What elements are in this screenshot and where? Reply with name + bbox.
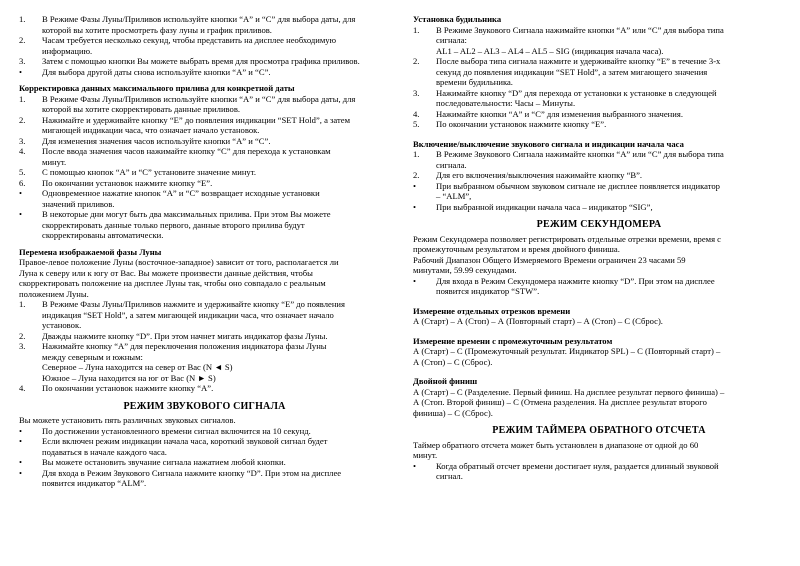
list-item-text: [436, 119, 785, 130]
list-item: [19, 468, 390, 489]
stopwatch-paragraph-2: [413, 255, 785, 276]
list-item-text: [42, 457, 390, 468]
text-line: Рабочий Диапазон Общего Измеряемого Времени ограничен 23 часами 59: [413, 254, 686, 265]
text-line: Нажимайте и удерживайте кнопку “Е” до появления индикации “SET Hold”, а затем: [42, 114, 351, 125]
text-line: В некоторые дни могут быть два максимальных прилива. При этом Вы можете: [42, 209, 331, 219]
number-marker: 5.: [413, 119, 420, 129]
list-item: [19, 331, 390, 342]
list-item-text: [42, 94, 390, 115]
text-line: Южное – Луна находится на юг от Вас (N ► S): [42, 372, 216, 383]
list-item: [19, 136, 390, 147]
list-item: [19, 14, 390, 35]
number-marker: 4.: [19, 146, 26, 156]
number-marker: 3.: [413, 87, 420, 98]
text-line: информацию.: [42, 45, 93, 56]
text-line: сигнала:: [436, 35, 467, 45]
moon-paragraph: [19, 257, 390, 299]
correction-list: [19, 94, 390, 241]
list-item-text: [42, 35, 390, 56]
list-item-text: [42, 67, 390, 78]
text-line: установок.: [42, 320, 82, 330]
list-item-text: [436, 109, 785, 120]
double-finish-heading: Двойной финиш: [413, 376, 478, 386]
list-item: [413, 109, 785, 120]
list-item-text: [436, 170, 785, 181]
text-line: Для входа в Режим Звукового Сигнала нажмите кнопку “D”. При этом на дисплее: [42, 467, 342, 478]
text-line: подаваться в начале каждого часа.: [42, 446, 167, 457]
list-item: [19, 35, 390, 56]
text-line: А (Старт) – С (Разделение. Первый финиш. На дисплее результат первого финиша) –: [413, 386, 725, 397]
list-item-text: [436, 149, 785, 170]
list-item-text: [42, 136, 390, 147]
text-line: – “ALM”,: [436, 191, 472, 201]
text-line: значений приливов.: [42, 198, 115, 209]
list-item: [19, 146, 390, 167]
double-finish-text: [413, 387, 785, 419]
sound-paragraph: [19, 415, 390, 426]
intervals-heading: Измерение отдельных отрезков времени: [413, 305, 571, 316]
list-item: [19, 67, 390, 78]
list-item-text: [42, 436, 390, 457]
text-line: А (Старт) – С (Промежуточный результат. Индикатор SPL) – С (Повторный старт) –: [413, 346, 721, 356]
alarm-heading: Установка будильника: [413, 14, 502, 24]
sound-mode-title: РЕЖИМ ЗВУКОВОГО СИГНАЛА: [123, 400, 286, 412]
bullet-marker: •: [19, 467, 23, 478]
right-column: [413, 14, 785, 482]
timer-paragraph: [413, 440, 785, 461]
list-item-text: [436, 88, 785, 109]
list-item: [19, 178, 390, 189]
text-line: Таймер обратного отсчета может быть установлен в диапазоне от одной до 60: [413, 439, 699, 450]
list-item-text: [42, 178, 390, 189]
list-item: [413, 119, 785, 130]
text-line: По окончании установок нажмите кнопку “А”.: [42, 383, 214, 393]
list-item: [413, 276, 785, 297]
text-line: Для входа в Режим Секундомера нажмите кнопку “D”. При этом на дисплее: [436, 275, 715, 286]
list-item: [19, 209, 390, 241]
text-line: По окончании установок нажмите кнопку “Е”.: [42, 177, 213, 188]
text-line: минут.: [413, 450, 438, 460]
moon-heading: Перемена изображаемой фазы Луны: [19, 246, 162, 257]
text-line: индикация “SET Hold”, а затем мигающей индикации часа, что означает начало: [42, 309, 334, 320]
text-line: которой вы хотите скорректировать данные приливов.: [42, 104, 241, 114]
number-marker: 2.: [413, 56, 420, 66]
text-line: положением Луны.: [19, 288, 89, 299]
text-line: мигающей индикации часа, что означает начало установок.: [42, 125, 260, 135]
text-line: которой вы хотите просмотреть фазу луны и график приливов.: [42, 24, 272, 35]
text-line: Часам требуется несколько секунд, чтобы представить на дисплее необходимую: [42, 35, 337, 45]
text-line: финиша) – С (Сброс).: [413, 407, 493, 418]
stopwatch-mode-title: РЕЖИМ СЕКУНДОМЕРА: [536, 219, 662, 230]
number-marker: 3.: [19, 341, 26, 351]
list-item: [413, 461, 785, 482]
text-line: Когда обратный отсчет времени достигает нуля, раздается длинный звуковой: [436, 460, 719, 471]
list-item-text: [436, 25, 785, 57]
text-line: При выбранной индикации начала часа – индикатор “SIG”,: [436, 201, 653, 212]
text-line: секунд до появления индикации “SET Hold”, а затем мигающего значения: [436, 66, 708, 77]
text-line: Для его включения/выключения нажимайте кнопку “В”.: [436, 170, 643, 180]
text-line: При выбранном обычном звуковом сигнале не дисплее появляется индикатор: [436, 180, 720, 191]
intervals-text: [413, 316, 785, 327]
intro-list: [19, 14, 390, 77]
toggle-list: [413, 149, 785, 212]
list-item: [413, 181, 785, 202]
number-marker: 2.: [19, 330, 26, 341]
bullet-marker: •: [413, 180, 417, 191]
text-line: Одновременное нажатие кнопок “А” и “С” возвращает исходные установки: [42, 188, 320, 198]
alarm-list: [413, 25, 785, 130]
timer-list: [413, 461, 785, 482]
text-line: минутами, 59.99 секундами.: [413, 265, 517, 275]
list-item-text: [42, 115, 390, 136]
list-item: [19, 299, 390, 331]
text-line: В Режиме Звукового Сигнала нажимайте кнопки “А” или “С” для выбора типа: [436, 149, 724, 159]
list-item-text: [436, 276, 785, 297]
list-item: [19, 457, 390, 468]
list-item-text: [42, 188, 390, 209]
bullet-marker: •: [413, 460, 417, 471]
list-item: [19, 341, 390, 383]
list-item-text: [42, 341, 390, 383]
text-line: последовательности: Часы – Минуты.: [436, 98, 576, 108]
list-item: [413, 88, 785, 109]
text-line: А (Стоп. Второй финиш) – С (Отмена разделения. На дисплее результат второго: [413, 397, 707, 407]
number-marker: 2.: [19, 35, 26, 45]
bullet-marker: •: [19, 425, 23, 436]
number-marker: 5.: [19, 167, 26, 177]
list-item: [413, 149, 785, 170]
number-marker: 1.: [413, 24, 420, 35]
list-item: [19, 94, 390, 115]
list-item: [19, 56, 390, 67]
list-item-text: [42, 468, 390, 489]
list-item: [19, 188, 390, 209]
list-item-text: [42, 299, 390, 331]
stopwatch-paragraph-1: [413, 234, 785, 255]
sound-list: [19, 426, 390, 489]
list-item-text: [42, 426, 390, 437]
list-item: [413, 202, 785, 213]
correction-heading: Корректировка данных максимального прилива для конкретной даты: [19, 83, 295, 93]
list-item: [413, 25, 785, 57]
text-line: скорректировать данные только первого, данные второго прилива будут: [42, 219, 305, 230]
text-line: А (Старт) – А (Стоп) – А (Повторный старт) – А (Стоп) – С (Сброс).: [413, 316, 663, 326]
stopwatch-list: [413, 276, 785, 297]
moon-list: [19, 299, 390, 394]
text-line: Вы можете установить пять различных звуковых сигналов.: [19, 415, 236, 425]
list-item: [19, 436, 390, 457]
split-text: [413, 346, 785, 367]
text-line: Правое-левое положение Луны (восточное-западное) зависит от того, располагается ли: [19, 257, 339, 267]
text-line: AL1 – AL2 – AL3 – AL4 – AL5 – SIG (индикация начала часа).: [436, 45, 664, 56]
text-line: Затем с помощью кнопки Вы можете выбрать время для просмотра графика приливов.: [42, 56, 360, 66]
text-line: В Режиме Фазы Луны/Приливов нажмите и удерживайте кнопку “Е” до появления: [42, 299, 345, 309]
bullet-marker: •: [19, 457, 23, 467]
text-line: Нажимайте кнопку “D” для перехода от установки к установке в следующей: [436, 87, 717, 98]
text-line: После ввода значения часов нажимайте кнопку “С” для перехода к установкам: [42, 146, 331, 156]
list-item-text: [436, 181, 785, 202]
list-item: [19, 383, 390, 394]
text-line: А (Стоп) – С (Сброс).: [413, 356, 493, 367]
list-item: [413, 56, 785, 88]
list-item: [413, 170, 785, 181]
bullet-marker: •: [19, 436, 23, 446]
text-line: В Режиме Фазы Луны/Приливов используйте кнопки “А” и “С” для выбора даты, для: [42, 93, 356, 104]
list-item: [19, 426, 390, 437]
text-line: сигнала.: [436, 159, 467, 170]
list-item-text: [42, 209, 390, 241]
text-line: промежуточным результатом и время двойного финиша.: [413, 244, 620, 254]
text-line: По окончании установок нажмите кнопку “Е”.: [436, 119, 607, 129]
left-column: [19, 14, 390, 489]
list-item-text: [42, 167, 390, 178]
text-line: После выбора типа сигнала нажмите и удерживайте кнопку “Е” в течение 3-х: [436, 56, 721, 66]
text-line: сигнал.: [436, 471, 463, 481]
number-marker: 3.: [19, 56, 26, 66]
list-item-text: [436, 56, 785, 88]
list-item: [19, 167, 390, 178]
text-line: В Режиме Звукового Сигнала нажимайте кнопки “А” или “С” для выбора типа: [436, 24, 724, 35]
number-marker: 4.: [19, 383, 26, 393]
text-line: между северным и южным:: [42, 351, 143, 362]
text-line: появится индикатор “STW”.: [436, 286, 540, 296]
text-line: Режим Секундомера позволяет регистрировать отдельные отрезки времени, время с: [413, 233, 721, 244]
text-line: скорректированы автоматически.: [42, 230, 164, 240]
text-line: Для выбора другой даты снова используйте кнопки “А” и “С”.: [42, 66, 271, 77]
list-item: [19, 115, 390, 136]
text-line: Вы можете остановить звучание сигнала нажатием любой кнопки.: [42, 457, 286, 467]
text-line: скорректировать положение на дисплее Луны так, чтобы оно совпадало с реальным: [19, 278, 326, 288]
text-line: Нажимайте кнопку “А” для переключения положения индикатора фазы Луны: [42, 341, 327, 351]
text-line: В Режиме Фазы Луны/Приливов используйте кнопки “А” и “С” для выбора даты, для: [42, 14, 356, 24]
bullet-marker: •: [19, 188, 23, 198]
text-line: Для изменения значения часов используйте кнопки “А” и “С”.: [42, 135, 271, 146]
text-line: появится индикатор “ALM”.: [42, 478, 147, 488]
list-item-text: [42, 56, 390, 67]
text-line: Луна к северу или к югу от Вас. Вы можете произвести данные действия, чтобы: [19, 267, 313, 278]
list-item-text: [42, 383, 390, 394]
number-marker: 1.: [19, 93, 26, 104]
text-line: Дважды нажмите кнопку “D”. При этом начнет мигать индикатор фазы Луны.: [42, 330, 328, 341]
number-marker: 1.: [19, 14, 26, 24]
text-line: С помощью кнопок “А” и “С” установите значение минут.: [42, 167, 256, 177]
list-item-text: [436, 461, 785, 482]
list-item-text: [436, 202, 785, 213]
bullet-marker: •: [413, 201, 417, 212]
split-heading: Измерение времени с промежуточным результатом: [413, 335, 613, 346]
number-marker: 3.: [19, 135, 26, 146]
list-item-text: [42, 146, 390, 167]
text-line: минут.: [42, 156, 67, 167]
text-line: Если включен режим индикации начала часа, короткий звуковой сигнал будет: [42, 436, 328, 446]
text-line: времени будильника.: [436, 77, 513, 87]
list-item-text: [42, 14, 390, 35]
timer-mode-title: РЕЖИМ ТАЙМЕРА ОБРАТНОГО ОТСЧЕТА: [492, 425, 706, 436]
bullet-marker: •: [19, 209, 23, 219]
number-marker: 4.: [413, 108, 420, 119]
number-marker: 2.: [413, 170, 420, 180]
text-line: Нажимайте кнопки “А” и “С” для изменения выбранного значения.: [436, 108, 683, 119]
number-marker: 1.: [413, 149, 420, 159]
bullet-marker: •: [19, 66, 23, 77]
number-marker: 2.: [19, 114, 26, 125]
number-marker: 1.: [19, 299, 26, 309]
number-marker: 6.: [19, 177, 26, 188]
list-item-text: [42, 331, 390, 342]
text-line: По достижении установленного времени сигнал включится на 10 секунд.: [42, 425, 311, 436]
text-line: Северное – Луна находится на север от Вас (N ◄ S): [42, 362, 233, 372]
bullet-marker: •: [413, 275, 417, 286]
toggle-heading: Включение/выключение звукового сигнала и индикации начала часа: [413, 138, 684, 149]
